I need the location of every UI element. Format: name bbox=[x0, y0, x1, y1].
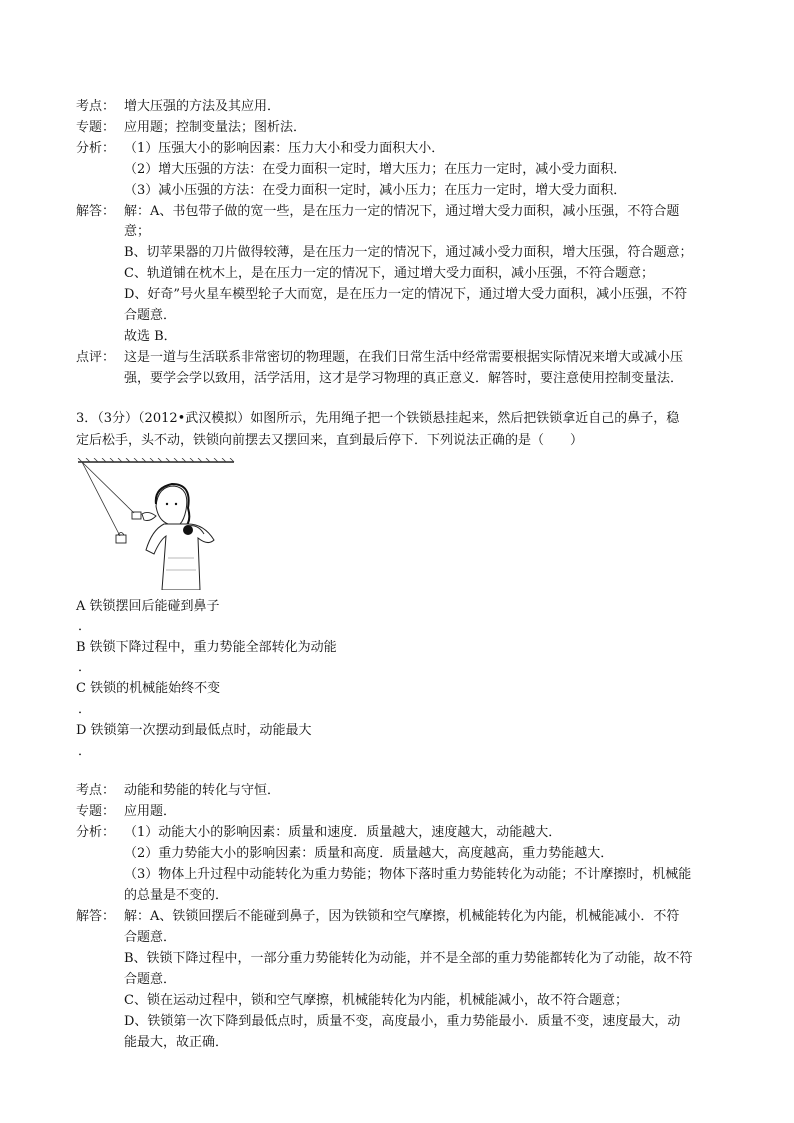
zhuanti-text: 应用题． bbox=[124, 804, 177, 819]
jieda-line: 意； bbox=[124, 224, 151, 239]
kaodian-text: 动能和势能的转化与守恒． bbox=[124, 783, 281, 798]
fenxi-label: 分析： bbox=[76, 825, 116, 840]
dianping-line: 强，要学会学以致用，活学活用，这才是学习物理的真正意义．解答时，要注意使用控制变量法． bbox=[124, 371, 684, 386]
question-stem-line: 定后松手，头不动，铁锁向前摆去又摆回来，直到最后停下．下列说法正确的是（ ） bbox=[76, 433, 584, 448]
fenxi-line: 的总量是不变的． bbox=[124, 888, 229, 903]
option-dot: ． bbox=[78, 619, 92, 634]
jieda-line: C、轨道铺在枕木上，是在压力一定的情况下，通过增大受力面积，减小压强，不符合题意； bbox=[124, 266, 654, 281]
jieda-line: C、锁在运动过程中，锁和空气摩擦，机械能转化为内能，机械能减小，故不符合题意； bbox=[124, 993, 628, 1008]
option-dot: ． bbox=[78, 744, 92, 759]
jieda-line: 合题意． bbox=[124, 972, 177, 987]
kaodian-label: 考点： bbox=[76, 99, 116, 114]
jieda-line: B、铁锁下降过程中，一部分重力势能转化为动能，并不是全部的重力势能都转化为了动能，故不符 bbox=[124, 951, 693, 966]
fenxi-line: （3）减小压强的方法：在受力面积一定时，减小压力；在压力一定时，增大受力面积． bbox=[124, 183, 627, 198]
option-b: B 铁锁下降过程中，重力势能全部转化为动能 bbox=[76, 640, 337, 655]
fenxi-line: （3）物体上升过程中动能转化为重力势能；物体下落时重力势能转化为动能；不计摩擦时，机械能 bbox=[124, 867, 692, 882]
option-a: A 铁锁摆回后能碰到鼻子 bbox=[76, 599, 220, 614]
fenxi-line: （2）增大压强的方法：在受力面积一定时，增大压力；在压力一定时，减小受力面积． bbox=[124, 162, 627, 177]
option-d: D 铁锁第一次摆动到最低点时，动能最大 bbox=[76, 723, 312, 738]
jieda-line: 合题意． bbox=[124, 930, 177, 945]
fenxi-line: （2）重力势能大小的影响因素：质量和高度．质量越大，高度越高，重力势能越大． bbox=[124, 846, 614, 861]
jieda-line: 故选 B． bbox=[124, 329, 177, 344]
jieda-label: 解答： bbox=[76, 909, 116, 924]
dianping-label: 点评： bbox=[76, 350, 116, 365]
jieda-line: 解：A、书包带子做的宽一些，是在压力一定的情况下，通过增大受力面积，减小压强，不符合题 bbox=[124, 204, 680, 219]
jieda-line: D、铁锁第一次下降到最低点时，质量不变，高度最小，重力势能最小．质量不变，速度最大，动 bbox=[124, 1014, 681, 1029]
jieda-line: D、好奇”号火星车模型轮子大而宽，是在压力一定的情况下，通过增大受力面积，减小压强，不符 bbox=[124, 287, 688, 302]
option-dot: ． bbox=[78, 702, 92, 717]
kaodian-label: 考点： bbox=[76, 783, 116, 798]
option-dot: ． bbox=[78, 660, 92, 675]
kaodian-text: 增大压强的方法及其应用． bbox=[124, 99, 281, 114]
option-c: C 铁锁的机械能始终不变 bbox=[76, 681, 221, 696]
zhuanti-label: 专题： bbox=[76, 120, 116, 135]
fenxi-line: （1）压强大小的影响因素：压力大小和受力面积大小． bbox=[124, 141, 445, 156]
pendulum-figure bbox=[76, 458, 236, 590]
dianping-line: 这是一道与生活联系非常密切的物理题，在我们日常生活中经常需要根据实际情况来增大或减小压 bbox=[124, 350, 684, 365]
jieda-line: B、切苹果器的刀片做得较薄，是在压力一定的情况下，通过减小受力面积，增大压强，符合题意； bbox=[124, 245, 693, 260]
jieda-line: 合题意． bbox=[124, 308, 177, 323]
question-stem-line: 3．（3分）（2012•武汉模拟）如图所示，先用绳子把一个铁锁悬挂起来，然后把铁锁拿近自己的鼻子，稳 bbox=[76, 411, 680, 426]
zhuanti-label: 专题： bbox=[76, 804, 116, 819]
fenxi-label: 分析： bbox=[76, 141, 116, 156]
fenxi-line: （1）动能大小的影响因素：质量和速度．质量越大，速度越大，动能越大． bbox=[124, 825, 562, 840]
jieda-label: 解答： bbox=[76, 204, 116, 219]
jieda-line: 解：A、铁锁回摆后不能碰到鼻子，因为铁锁和空气摩擦，机械能转化为内能，机械能减小．不符 bbox=[124, 909, 680, 924]
zhuanti-text: 应用题；控制变量法；图析法． bbox=[124, 120, 307, 135]
jieda-line: 能最大，故正确． bbox=[124, 1035, 229, 1050]
